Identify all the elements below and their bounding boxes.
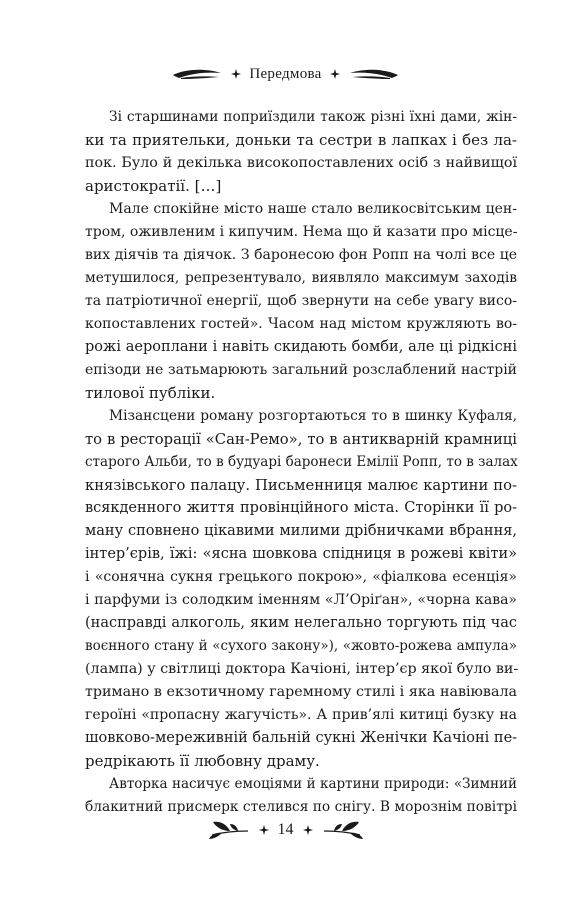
text-line: ки та приятельки, доньки та сестри в лапках і без ла- [85,131,517,149]
text-line: рожі аероплани і навіть скидають бомби, але ці рідкісні [85,339,517,355]
text-line: тримано в екзотичному гаремному стилі і яка навіювала [85,684,517,700]
text-line: метушилося, репрезентувало, виявляло максимум заходів [85,270,517,286]
four-point-star-icon [303,825,313,835]
paragraph [85,106,517,198]
text-line: (насправді алкоголь, яким нелегально торгують під час [85,615,517,631]
text-line: пок. Було й декілька високопоставлених осіб з найвищої [85,155,517,171]
text-line: героїні «пропасну жагучість». А прив’ялі китиці бузку на [85,707,517,723]
text-line: копоставлених гостей». Часом над містом кружляють во- [85,316,517,332]
text-line: інтер’єрів, їжі: «ясна шовкова спідниця в рожеві квіти» [85,546,517,562]
leaf-sprig-right-icon [322,819,364,841]
text-line: (лампа) у світлиці доктора Качіоні, інтер’єр якої було ви- [85,661,519,677]
text-line: воєнного стану й «сухого закону»), «жовто-рожева ампула» [85,638,517,654]
page-number: 14 [277,821,294,838]
text-line: старого Альби, то в будуарі баронеси Емілії Ропп, то в залах [85,454,518,470]
text-line: і «сонячна сукня грецького покрою», «фіалкова есенція» [85,569,517,585]
text-line: Авторка насичує емоціями й картини природи: «Зимний [109,776,517,792]
four-point-star-icon [259,825,269,835]
text-line: тром, оживленим і кипучим. Нема що й казати про місце- [85,224,518,240]
text-line: вих діячів та діячок. З баронесою фон Ропп на чолі все це [85,247,517,263]
four-point-star-icon [231,69,241,79]
text-line: епізоди не затьмарюють загальний розслаблений настрій [85,362,517,378]
text-line: то в ресторації «Сан-Ремо», то в антикварній крамниці [85,431,517,448]
body-text [85,106,517,819]
text-line: ману сповнено цікавими милими дрібничками вбрання, [85,523,517,539]
leaf-swoosh-left-icon [171,67,223,81]
text-line: редрікають її любовну драму. [85,752,320,770]
paragraph [85,198,517,405]
leaf-swoosh-right-icon [348,67,400,81]
paragraph [85,405,517,773]
text-line: аристократії. […] [85,177,222,195]
text-line: тилової публіки. [85,384,216,402]
running-footer [0,815,571,845]
text-line: шовково-мереживній бальній сукні Женічки Качіоні пе- [85,730,518,746]
text-line: Мізансцени роману розгортаються то в шинку Куфаля, [109,408,517,424]
text-line: Зі старшинами поприїздили також різні їхні дами, жін- [109,109,517,125]
text-line: князівського палацу. Письменниця малює картини по- [85,477,517,494]
running-header [0,61,571,87]
leaf-sprig-left-icon [208,819,250,841]
text-line: Мале спокійне місто наше стало великосвітським цен- [109,201,517,217]
paragraph [85,773,517,819]
text-line: всякденного життя провінційного міста. Сторінки її ро- [85,500,517,516]
text-line: та патріотичної енергії, щоб звернути на себе увагу висо- [85,293,517,309]
text-line: блакитний присмерк стелився по снігу. В морознім повітрі [85,799,517,815]
running-header-title: Передмова [249,65,322,82]
text-line: і парфуми із солодким іменням «Л’Оріґан», «чорна кава» [85,592,517,608]
four-point-star-icon [330,69,340,79]
